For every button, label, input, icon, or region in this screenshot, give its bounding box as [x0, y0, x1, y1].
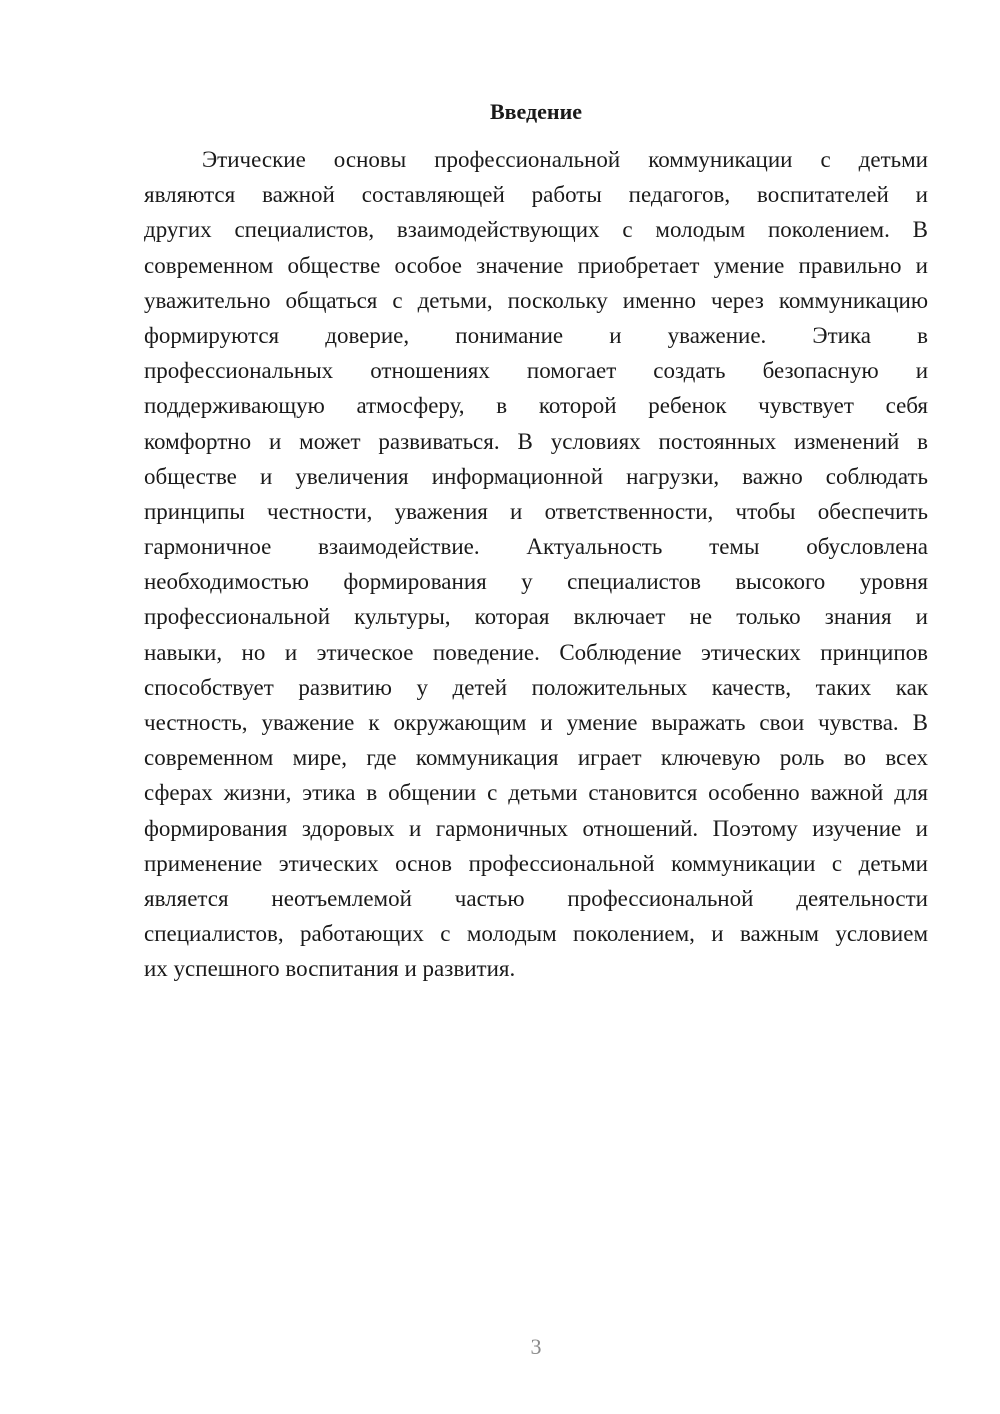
paragraph-line: являются важной составляющей работы педагогов, воспитателей и: [144, 182, 928, 208]
introduction-paragraph: [144, 142, 928, 987]
paragraph-line: сферах жизни, этика в общении с детьми становится особенно важной для: [144, 780, 928, 806]
paragraph-line: Этические основы профессиональной коммуникации с детьми: [202, 147, 928, 172]
paragraph-line: применение этических основ профессиональной коммуникации с детьми: [144, 850, 928, 876]
paragraph-line: профессиональной культуры, которая включает не только знания и: [144, 604, 928, 630]
paragraph-line: формируются доверие, понимание и уважение. Этика в: [144, 322, 928, 348]
paragraph-line: поддерживающую атмосферу, в которой ребенок чувствует себя: [144, 393, 928, 419]
paragraph-line: современном мире, где коммуникация играет ключевую роль во всех: [144, 745, 928, 771]
paragraph-line: обществе и увеличения информационной нагрузки, важно соблюдать: [144, 463, 928, 489]
paragraph-line: современном обществе особое значение приобретает умение правильно и: [144, 252, 928, 278]
paragraph-line: способствует развитию у детей положительных качеств, таких как: [144, 674, 928, 700]
paragraph-line: гармоничное взаимодействие. Актуальность темы обусловлена: [144, 534, 928, 560]
section-heading: Введение: [489, 99, 583, 124]
paragraph-line: уважительно общаться с детьми, поскольку именно через коммуникацию: [144, 287, 928, 313]
paragraph-line: формирования здоровых и гармоничных отношений. Поэтому изучение и: [144, 815, 928, 841]
paragraph-line: является неотъемлемой частью профессиональной деятельности: [144, 885, 928, 911]
paragraph-line: честность, уважение к окружающим и умение выражать свои чувства. В: [144, 710, 928, 735]
paragraph-line: комфортно и может развиваться. В условиях постоянных изменений в: [144, 428, 928, 454]
paragraph-line: навыки, но и этическое поведение. Соблюдение этических принципов: [144, 639, 928, 665]
paragraph-line: других специалистов, взаимодействующих с молодым поколением. В: [144, 217, 928, 243]
paragraph-line: специалистов, работающих с молодым поколением, и важным условием: [144, 921, 928, 947]
paragraph-line: принципы честности, уважения и ответственности, чтобы обеспечить: [144, 498, 928, 524]
paragraph-line: профессиональных отношениях помогает создать безопасную и: [144, 358, 928, 384]
paragraph-line: их успешного воспитания и развития.: [144, 956, 516, 982]
page-number: 3: [530, 1334, 542, 1359]
paragraph-line: необходимостью формирования у специалистов высокого уровня: [144, 569, 928, 595]
